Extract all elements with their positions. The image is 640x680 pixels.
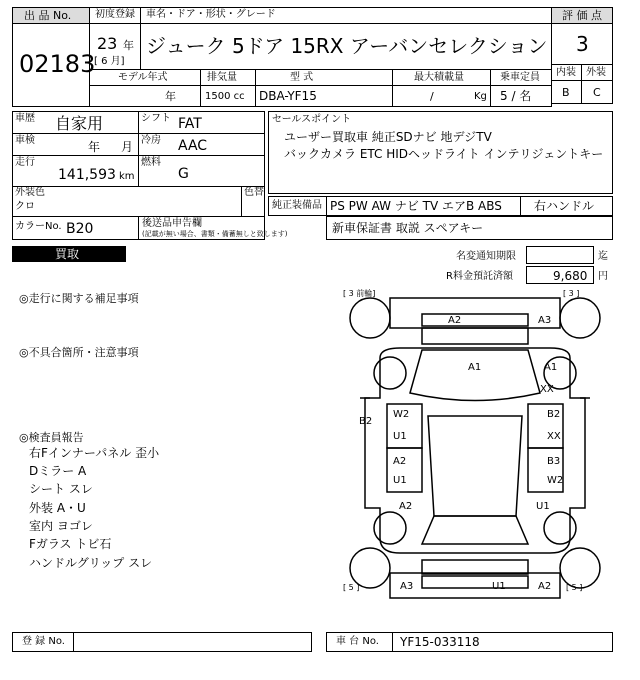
post-docs-note: (記載が無い場合、書類・備蓄無しと致します) (142, 230, 288, 238)
defects-title: ◎不具合箇所・注意事項 (19, 346, 139, 359)
left-side-code: B2 (359, 416, 373, 427)
recycle-unit: 円 (598, 271, 608, 282)
right-front-door-code: B2 (547, 409, 561, 420)
reg-year: 23 (97, 34, 118, 53)
recycle-label: R料金預託済額 (446, 271, 513, 282)
load-unit: Kg (474, 91, 487, 102)
rear-bumper-code-2: U1 (492, 581, 506, 592)
load-label: 最大積載量 (414, 72, 464, 83)
recycle-amount: 9,680 (553, 269, 588, 283)
first-reg-label: 初度登録 (95, 9, 135, 20)
divider (241, 186, 242, 217)
left-rear-fender-code: A2 (399, 501, 413, 512)
inspector-item: ハンドルグリップ スレ (29, 556, 153, 570)
color-change-label: 色替 (244, 187, 264, 198)
front-bumper-code: A2 (448, 315, 462, 326)
rear-corner-code: A2 (538, 581, 552, 592)
exterior-color-label: 外装色 (15, 187, 45, 198)
shift-label: シフト (141, 113, 171, 124)
tire-rear-right: [ 5 ] (566, 583, 583, 592)
mileage-unit: km (119, 171, 135, 182)
post-docs-label: 後送品申告欄 (142, 218, 202, 229)
inspector-item: 室内 ヨゴレ (29, 519, 93, 533)
divider (392, 69, 393, 107)
right-fender-code-2: XX (540, 384, 554, 395)
divider (392, 632, 393, 652)
right-front-door-code-2: XX (547, 431, 561, 442)
rear-bumper-code: A3 (400, 581, 414, 592)
model-year-label: モデル年式 (118, 72, 168, 83)
mileage-value: 141,593 (58, 167, 116, 183)
chassis-label: 車 台 No. (336, 636, 379, 647)
divider (200, 69, 201, 107)
lot-label: 出 品 No. (24, 9, 72, 22)
shift-value: FAT (178, 116, 202, 132)
type-label: 型 式 (290, 72, 314, 83)
reg-month: [ 6 月] (94, 56, 125, 67)
inspector-item: 右Fインナーパネル 歪小 (29, 446, 160, 460)
equipment-label: 純正装備品 (272, 200, 322, 211)
tire-rear-left: [ 5 ] (343, 583, 360, 592)
exterior-color-value: クロ (15, 201, 35, 212)
driving-remarks-title: ◎走行に関する補足事項 (19, 292, 139, 305)
right-rear-door-code: B3 (547, 456, 561, 467)
equipment-items: PS PW AW ナビ TV エアB ABS (330, 199, 502, 213)
load-slash: / (430, 90, 434, 103)
inspector-title: ◎検査員報告 (19, 431, 84, 444)
color-no-label: カラーNo. (15, 221, 62, 232)
grade-label: 評 価 点 (562, 9, 602, 22)
front-corner-code: A3 (538, 315, 552, 326)
name-change-box (526, 246, 594, 264)
right-rear-door-code-2: W2 (547, 475, 564, 486)
type-value: DBA-YF15 (259, 89, 317, 103)
divider (255, 69, 256, 107)
model-label: 車名・ドア・形状・グレード (146, 9, 276, 20)
interior-grade: B (562, 86, 570, 99)
divider (326, 196, 327, 216)
car-diagram-svg (340, 288, 610, 608)
divider (140, 7, 141, 24)
inspector-item: Fガラス トビ石 (29, 537, 112, 551)
left-rear-door-code: A2 (393, 456, 407, 467)
divider (138, 111, 139, 187)
divider (138, 216, 139, 240)
tire-front-left: [ 3 前輪] (343, 289, 376, 298)
mileage-label: 走行 (15, 157, 35, 168)
history-label: 車歴 (15, 113, 35, 124)
divider (12, 133, 265, 134)
car-diagram (340, 288, 610, 608)
chassis-number: YF15-033118 (400, 635, 480, 649)
inspector-item: Dミラー A (29, 464, 87, 478)
sales-points-label: セールスポイント (272, 114, 352, 125)
steering-value: 右ハンドル (534, 199, 595, 213)
ac-label: 冷房 (141, 135, 161, 146)
sales-points-line1: ユーザー買取車 純正SDナビ 地デジTV (284, 130, 492, 144)
inspector-item: シート スレ (29, 482, 93, 496)
inspector-item: 外装 A・U (29, 501, 86, 515)
lot-number: 02183 (19, 50, 96, 78)
inspection-month: 月 (121, 140, 134, 154)
history-value: 自家用 (55, 114, 104, 133)
car-name: ジューク 5ドア 15RX アーバンセレクション (146, 34, 548, 58)
warranty-value: 新車保証書 取説 スペアキー (332, 221, 484, 235)
color-no-value: B20 (66, 221, 94, 237)
displacement-value: 1500 cc (205, 91, 245, 102)
year-unit: 年 (123, 39, 134, 52)
interior-label: 内装 (556, 67, 576, 78)
name-change-suffix: 迄 (598, 251, 608, 262)
divider (12, 155, 265, 156)
grade-value: 3 (576, 32, 589, 56)
tire-front-right: [ 3 ] (563, 289, 580, 298)
divider (490, 69, 491, 107)
right-fender-code: A1 (544, 362, 558, 373)
capacity-value: 5 / 名 (500, 89, 532, 103)
exterior-grade: C (593, 86, 601, 99)
model-year-unit: 年 (165, 90, 176, 103)
fuel-value: G (178, 166, 189, 182)
hood-code: A1 (468, 362, 482, 373)
sales-points-line2: バックカメラ ETC HIDヘッドライト インテリジェントキー (284, 147, 604, 161)
exterior-color-box (12, 186, 265, 217)
capacity-label: 乗車定員 (500, 72, 540, 83)
inspection-label: 車検 (15, 135, 35, 146)
inspection-year: 年 (88, 140, 101, 154)
purchase-label: 買取 (55, 247, 80, 261)
left-rear-door-code-2: U1 (393, 475, 407, 486)
divider (520, 196, 521, 216)
exterior-label: 外装 (586, 67, 606, 78)
fuel-label: 燃料 (141, 157, 161, 168)
reg-no-label: 登 録 No. (22, 636, 65, 647)
left-front-door-code: W2 (393, 409, 410, 420)
left-front-door-code-2: U1 (393, 431, 407, 442)
divider (73, 632, 74, 652)
ac-value: AAC (178, 138, 208, 154)
name-change-label: 名変通知期限 (456, 251, 516, 262)
displacement-label: 排気量 (207, 72, 237, 83)
right-rear-fender-code: U1 (536, 501, 550, 512)
